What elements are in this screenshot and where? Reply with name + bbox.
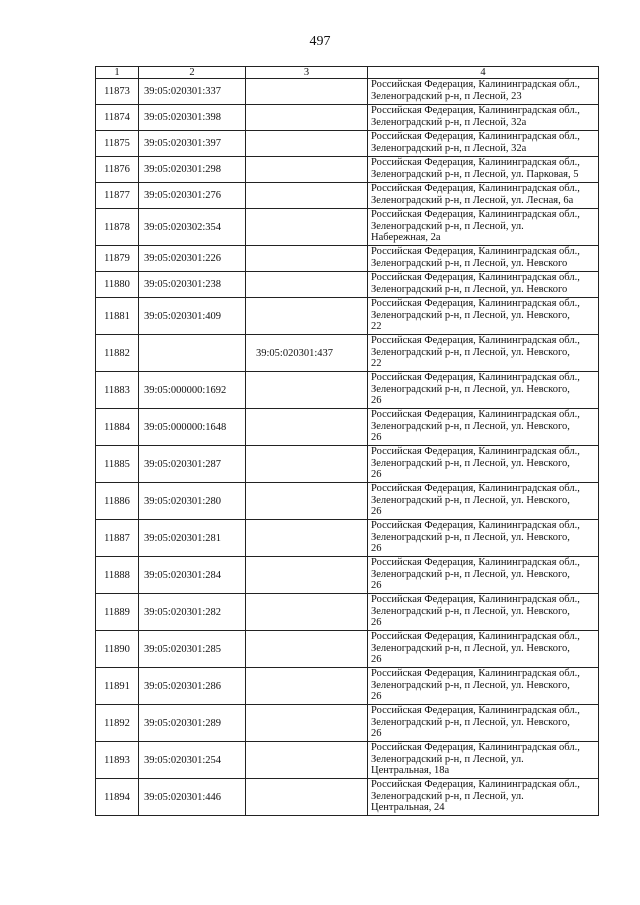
cadastral-number-cell (139, 483, 246, 520)
row-number-cell (96, 272, 139, 298)
row-number: 11883 (104, 384, 130, 396)
table-row (96, 631, 599, 668)
object-cadastral-number: 39:05:020301:437 (256, 347, 334, 359)
cadastral-number: 39:05:020301:280 (144, 495, 222, 507)
object-cadastral-number-cell (246, 594, 368, 631)
row-number-cell (96, 520, 139, 557)
table-row (96, 183, 599, 209)
row-number: 11890 (104, 643, 130, 655)
address-cell (368, 742, 599, 779)
address: Российская Федерация, Калининградская обл., Зеленоградский р-н, п Лесной, ул. Невского, 22 (371, 298, 580, 333)
address-cell (368, 298, 599, 335)
address-cell (368, 157, 599, 183)
row-number-cell (96, 246, 139, 272)
address-cell (368, 557, 599, 594)
cadastral-number: 39:05:020301:298 (144, 164, 222, 176)
table-row (96, 79, 599, 105)
row-number: 11884 (104, 421, 130, 433)
row-number: 11885 (104, 458, 130, 470)
row-number-cell (96, 409, 139, 446)
object-cadastral-number-cell (246, 446, 368, 483)
cadastral-number: 39:05:020301:282 (144, 606, 222, 618)
table-row (96, 246, 599, 272)
address: Российская Федерация, Калининградская обл., Зеленоградский р-н, п Лесной, ул. Невского, 26 (371, 372, 580, 407)
row-number-cell (96, 298, 139, 335)
cadastral-number: 39:05:020301:397 (144, 138, 222, 150)
object-cadastral-number-cell (246, 742, 368, 779)
cadastral-number: 39:05:020301:281 (144, 532, 222, 544)
address-cell (368, 446, 599, 483)
address-cell (368, 779, 599, 816)
table-row (96, 298, 599, 335)
address-cell (368, 79, 599, 105)
row-number-cell (96, 668, 139, 705)
cadastral-number: 39:05:000000:1692 (144, 384, 227, 396)
row-number: 11891 (104, 680, 130, 692)
cadastral-number: 39:05:020301:284 (144, 569, 222, 581)
row-number-cell (96, 131, 139, 157)
table-row (96, 594, 599, 631)
object-cadastral-number-cell (246, 409, 368, 446)
address: Российская Федерация, Калининградская обл., Зеленоградский р-н, п Лесной, ул. Невского, 26 (371, 446, 580, 481)
row-number-cell (96, 779, 139, 816)
cadastral-number-cell (139, 246, 246, 272)
row-number: 11879 (104, 253, 130, 265)
table-row (96, 372, 599, 409)
row-number: 11888 (104, 569, 130, 581)
address-cell (368, 209, 599, 246)
object-cadastral-number-cell (246, 79, 368, 105)
table-row (96, 335, 599, 372)
table-row (96, 157, 599, 183)
table-row (96, 668, 599, 705)
table-row (96, 105, 599, 131)
object-cadastral-number-cell (246, 335, 368, 372)
cadastral-number-cell (139, 335, 246, 372)
registry-table (95, 66, 599, 816)
cadastral-number-cell (139, 705, 246, 742)
address: Российская Федерация, Калининградская обл., Зеленоградский р-н, п Лесной, ул. Лесная, 6а (371, 183, 580, 206)
address-cell (368, 668, 599, 705)
table-row (96, 705, 599, 742)
cadastral-number: 39:05:020301:398 (144, 112, 222, 124)
cadastral-number: 39:05:020301:289 (144, 717, 222, 729)
cadastral-number-cell (139, 594, 246, 631)
row-number: 11874 (104, 112, 130, 124)
object-cadastral-number-cell (246, 272, 368, 298)
address-cell (368, 705, 599, 742)
row-number: 11893 (104, 754, 130, 766)
table-row (96, 483, 599, 520)
table-row (96, 131, 599, 157)
cadastral-number-cell (139, 105, 246, 131)
address: Российская Федерация, Калининградская обл., Зеленоградский р-н, п Лесной, ул. Парковая, 5 (371, 157, 580, 180)
object-cadastral-number-cell (246, 246, 368, 272)
object-cadastral-number-cell (246, 520, 368, 557)
address: Российская Федерация, Калининградская обл., Зеленоградский р-н, п Лесной, ул. Невского, 26 (371, 483, 580, 518)
address-cell (368, 483, 599, 520)
address: Российская Федерация, Калининградская обл., Зеленоградский р-н, п Лесной, 32а (371, 131, 580, 154)
address: Российская Федерация, Калининградская обл., Зеленоградский р-н, п Лесной, ул. Невского, 26 (371, 409, 580, 444)
row-number-cell (96, 705, 139, 742)
cadastral-number-cell (139, 298, 246, 335)
object-cadastral-number-cell (246, 183, 368, 209)
address: Российская Федерация, Калининградская обл., Зеленоградский р-н, п Лесной, ул. Невского, 26 (371, 594, 580, 629)
cadastral-number-cell (139, 446, 246, 483)
row-number: 11887 (104, 532, 130, 544)
address-cell (368, 520, 599, 557)
page-number: 497 (309, 34, 331, 49)
row-number: 11876 (104, 164, 130, 176)
row-number: 11889 (104, 606, 130, 618)
cadastral-number: 39:05:020301:238 (144, 279, 222, 291)
object-cadastral-number-cell (246, 298, 368, 335)
row-number: 11880 (104, 279, 130, 291)
cadastral-number-cell (139, 372, 246, 409)
row-number-cell (96, 446, 139, 483)
cadastral-number: 39:05:020301:254 (144, 754, 222, 766)
cadastral-number-cell (139, 409, 246, 446)
header-row (96, 67, 599, 79)
row-number-cell (96, 742, 139, 779)
cadastral-number: 39:05:020301:276 (144, 190, 222, 202)
cadastral-number-cell (139, 557, 246, 594)
table-row (96, 557, 599, 594)
row-number: 11894 (104, 791, 130, 803)
cadastral-number: 39:05:020301:285 (144, 643, 222, 655)
row-number: 11882 (104, 347, 130, 359)
column-header: 2 (139, 67, 246, 79)
table-row (96, 742, 599, 779)
row-number-cell (96, 631, 139, 668)
row-number: 11877 (104, 190, 130, 202)
cadastral-number: 39:05:000000:1648 (144, 421, 227, 433)
cadastral-number-cell (139, 272, 246, 298)
row-number-cell (96, 372, 139, 409)
column-header: 1 (96, 67, 139, 79)
cadastral-number-cell (139, 520, 246, 557)
object-cadastral-number-cell (246, 705, 368, 742)
cadastral-number: 39:05:020301:446 (144, 791, 222, 803)
address-cell (368, 131, 599, 157)
cadastral-number: 39:05:020301:409 (144, 310, 222, 322)
address: Российская Федерация, Калининградская обл., Зеленоградский р-н, п Лесной, ул. Невского, 26 (371, 705, 580, 740)
row-number-cell (96, 209, 139, 246)
address-cell (368, 409, 599, 446)
address: Российская Федерация, Калининградская обл., Зеленоградский р-н, п Лесной, ул. Центральная, 18а (371, 742, 580, 777)
column-header: 4 (368, 67, 599, 79)
cadastral-number-cell (139, 131, 246, 157)
cadastral-number: 39:05:020301:337 (144, 86, 222, 98)
row-number: 11873 (104, 86, 130, 98)
cadastral-number-cell (139, 79, 246, 105)
address-cell (368, 272, 599, 298)
row-number-cell (96, 335, 139, 372)
cadastral-number-cell (139, 183, 246, 209)
table-row (96, 209, 599, 246)
row-number-cell (96, 557, 139, 594)
address-cell (368, 183, 599, 209)
object-cadastral-number-cell (246, 131, 368, 157)
cadastral-number: 39:05:020302:354 (144, 221, 222, 233)
cadastral-number-cell (139, 157, 246, 183)
address: Российская Федерация, Калининградская обл., Зеленоградский р-н, п Лесной, ул. Невского (371, 246, 580, 269)
row-number-cell (96, 79, 139, 105)
row-number-cell (96, 183, 139, 209)
cadastral-number: 39:05:020301:226 (144, 253, 222, 265)
row-number-cell (96, 157, 139, 183)
object-cadastral-number-cell (246, 557, 368, 594)
row-number: 11875 (104, 138, 130, 150)
object-cadastral-number-cell (246, 209, 368, 246)
cadastral-number-cell (139, 209, 246, 246)
row-number-cell (96, 594, 139, 631)
object-cadastral-number-cell (246, 372, 368, 409)
object-cadastral-number-cell (246, 157, 368, 183)
address-cell (368, 246, 599, 272)
cadastral-number-cell (139, 631, 246, 668)
table-row (96, 409, 599, 446)
address-cell (368, 105, 599, 131)
table-row (96, 520, 599, 557)
address: Российская Федерация, Калининградская обл., Зеленоградский р-н, п Лесной, ул. Невского, 26 (371, 668, 580, 703)
row-number: 11881 (104, 310, 130, 322)
cadastral-number: 39:05:020301:286 (144, 680, 222, 692)
address: Российская Федерация, Калининградская обл., Зеленоградский р-н, п Лесной, ул. Невского (371, 272, 580, 295)
address-cell (368, 631, 599, 668)
row-number-cell (96, 483, 139, 520)
address: Российская Федерация, Калининградская обл., Зеленоградский р-н, п Лесной, ул. Центральная, 24 (371, 779, 580, 814)
address-cell (368, 372, 599, 409)
row-number-cell (96, 105, 139, 131)
address: Российская Федерация, Калининградская обл., Зеленоградский р-н, п Лесной, ул. Набережная, 2а (371, 209, 580, 244)
address-cell (368, 594, 599, 631)
address: Российская Федерация, Калининградская обл., Зеленоградский р-н, п Лесной, 32а (371, 105, 580, 128)
address: Российская Федерация, Калининградская обл., Зеленоградский р-н, п Лесной, ул. Невского, 22 (371, 335, 580, 370)
row-number: 11878 (104, 221, 130, 233)
object-cadastral-number-cell (246, 668, 368, 705)
address: Российская Федерация, Калининградская обл., Зеленоградский р-н, п Лесной, ул. Невского, 26 (371, 520, 580, 555)
object-cadastral-number-cell (246, 779, 368, 816)
row-number: 11886 (104, 495, 130, 507)
cadastral-number-cell (139, 742, 246, 779)
address: Российская Федерация, Калининградская обл., Зеленоградский р-н, п Лесной, ул. Невского, 26 (371, 631, 580, 666)
object-cadastral-number-cell (246, 483, 368, 520)
cadastral-number: 39:05:020301:287 (144, 458, 222, 470)
table-row (96, 779, 599, 816)
object-cadastral-number-cell (246, 105, 368, 131)
address-cell (368, 335, 599, 372)
cadastral-number-cell (139, 779, 246, 816)
row-number: 11892 (104, 717, 130, 729)
table-row (96, 446, 599, 483)
object-cadastral-number-cell (246, 631, 368, 668)
cadastral-number-cell (139, 668, 246, 705)
address: Российская Федерация, Калининградская обл., Зеленоградский р-н, п Лесной, ул. Невского, 26 (371, 557, 580, 592)
column-header: 3 (246, 67, 368, 79)
table-row (96, 272, 599, 298)
address: Российская Федерация, Калининградская обл., Зеленоградский р-н, п Лесной, 23 (371, 79, 580, 102)
